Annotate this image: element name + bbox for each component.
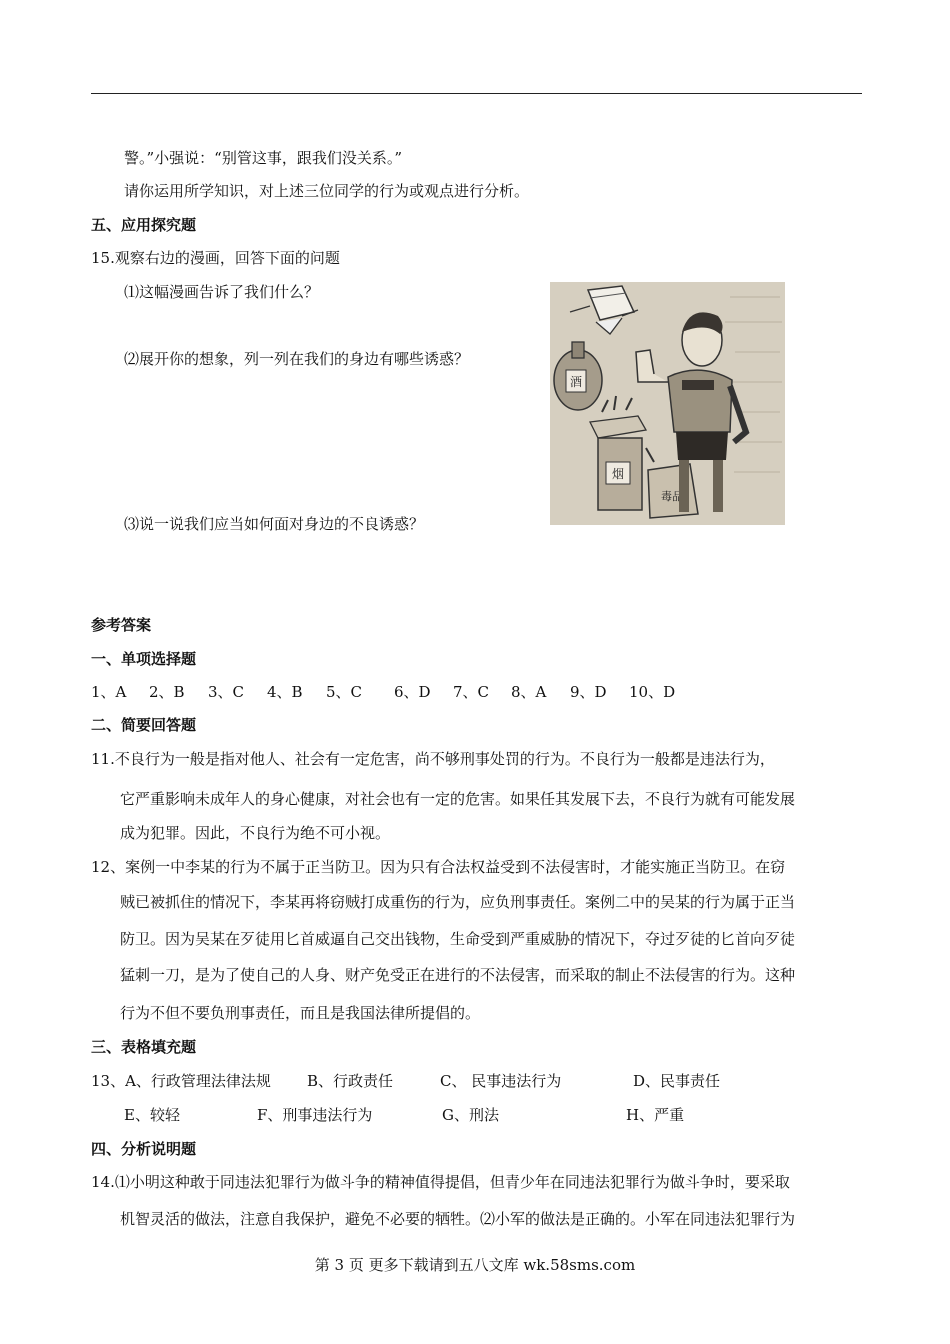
- answer-11-line: 它严重影响未成年人的身心健康，对社会也有一定的危害。如果任其发展下去，不良行为就有可能发展: [120, 790, 796, 808]
- mc-answer: 1、A: [91, 683, 127, 701]
- section-heading: 一、单项选择题: [91, 650, 197, 668]
- label-dupin: 毒品: [661, 490, 683, 503]
- answer-12-line: 猛刺一刀，是为了使自己的人身、财产免受正在进行的不法侵害，而采取的制止不法侵害的行为。这种: [120, 966, 796, 984]
- text-line: 请你运用所学知识，对上述三位同学的行为或观点进行分析。: [124, 182, 530, 200]
- answer-13-row: [124, 1105, 684, 1125]
- cartoon-svg: [550, 282, 785, 525]
- answer-13-item: 13、A、行政管理法律法规: [91, 1072, 271, 1090]
- answer-13-row: [91, 1071, 720, 1091]
- mc-answers-row: [91, 682, 675, 702]
- text-line: 警。”小强说：“别管这事，跟我们没关系。”: [124, 149, 403, 167]
- answer-14-line: 14.⑴小明这种敢于同违法犯罪行为做斗争的精神值得提倡，但青少年在同违法犯罪行为做斗争时，要采取: [91, 1173, 790, 1191]
- answer-12-line: 12、案例一中李某的行为不属于正当防卫。因为只有合法权益受到不法侵害时，才能实施正当防卫。在窃: [91, 858, 786, 876]
- mc-answer: 2、B: [149, 683, 185, 701]
- label-jiu: 酒: [569, 375, 583, 389]
- page-footer: 第 3 页 更多下载请到五八文库 wk.58sms.com: [314, 1256, 636, 1274]
- label-yan: 烟: [611, 467, 625, 481]
- mc-answer: 5、C: [326, 683, 363, 701]
- answer-11-line: 11.不良行为一般是指对他人、社会有一定危害，尚不够刑事处罚的行为。不良行为一般都是违法行为，: [91, 750, 775, 768]
- answer-11-line: 成为犯罪。因此，不良行为绝不可小视。: [120, 824, 391, 842]
- mc-answer: 4、B: [267, 683, 303, 701]
- answer-13-item: D、民事责任: [633, 1072, 721, 1090]
- section-heading: 二、简要回答题: [91, 716, 197, 734]
- mc-answer: 8、A: [511, 683, 547, 701]
- section-heading: 三、表格填充题: [91, 1038, 197, 1056]
- answer-12-line: 贼已被抓住的情况下，李某再将窃贼打成重伤的行为，应负刑事责任。案例二中的吴某的行为属于正当: [120, 893, 796, 911]
- section-heading: 四、分析说明题: [91, 1140, 197, 1158]
- header-rule: [91, 93, 862, 94]
- answer-14-line: 机智灵活的做法，注意自我保护，避免不必要的牺牲。⑵小军的做法是正确的。小军在同违法犯罪行为: [120, 1210, 796, 1228]
- answer-13-item: E、较轻: [124, 1106, 180, 1124]
- answer-13-item: C、 民事违法行为: [440, 1072, 562, 1090]
- mc-answer: 10、D: [629, 683, 676, 701]
- answers-title: 参考答案: [91, 616, 152, 634]
- answer-13-item: H、严重: [626, 1106, 685, 1124]
- section-heading: 五、应用探究题: [91, 216, 197, 234]
- question-15: 15.观察右边的漫画，回答下面的问题: [91, 249, 340, 267]
- mc-answer: 6、D: [394, 683, 431, 701]
- mc-answer: 9、D: [570, 683, 607, 701]
- answer-13-item: F、刑事违法行为: [257, 1106, 373, 1124]
- answer-13-item: G、刑法: [442, 1106, 499, 1124]
- mc-answer: 7、C: [453, 683, 490, 701]
- answer-13-item: B、行政责任: [307, 1072, 394, 1090]
- mc-answer: 3、C: [208, 683, 245, 701]
- sub-question-1: ⑴这幅漫画告诉了我们什么？: [124, 283, 320, 301]
- answer-12-line: 行为不但不要负刑事责任，而且是我国法律所提倡的。: [120, 1004, 481, 1022]
- sub-question-3: ⑶说一说我们应当如何面对身边的不良诱惑？: [124, 515, 425, 533]
- answer-12-line: 防卫。因为吴某在歹徒用匕首威逼自己交出钱物，生命受到严重威胁的情况下，夺过歹徒的匕首向歹徒: [120, 930, 796, 948]
- sub-question-2: ⑵展开你的想象，列一列在我们的身边有哪些诱惑？: [124, 350, 470, 368]
- cartoon-illustration: [550, 282, 785, 525]
